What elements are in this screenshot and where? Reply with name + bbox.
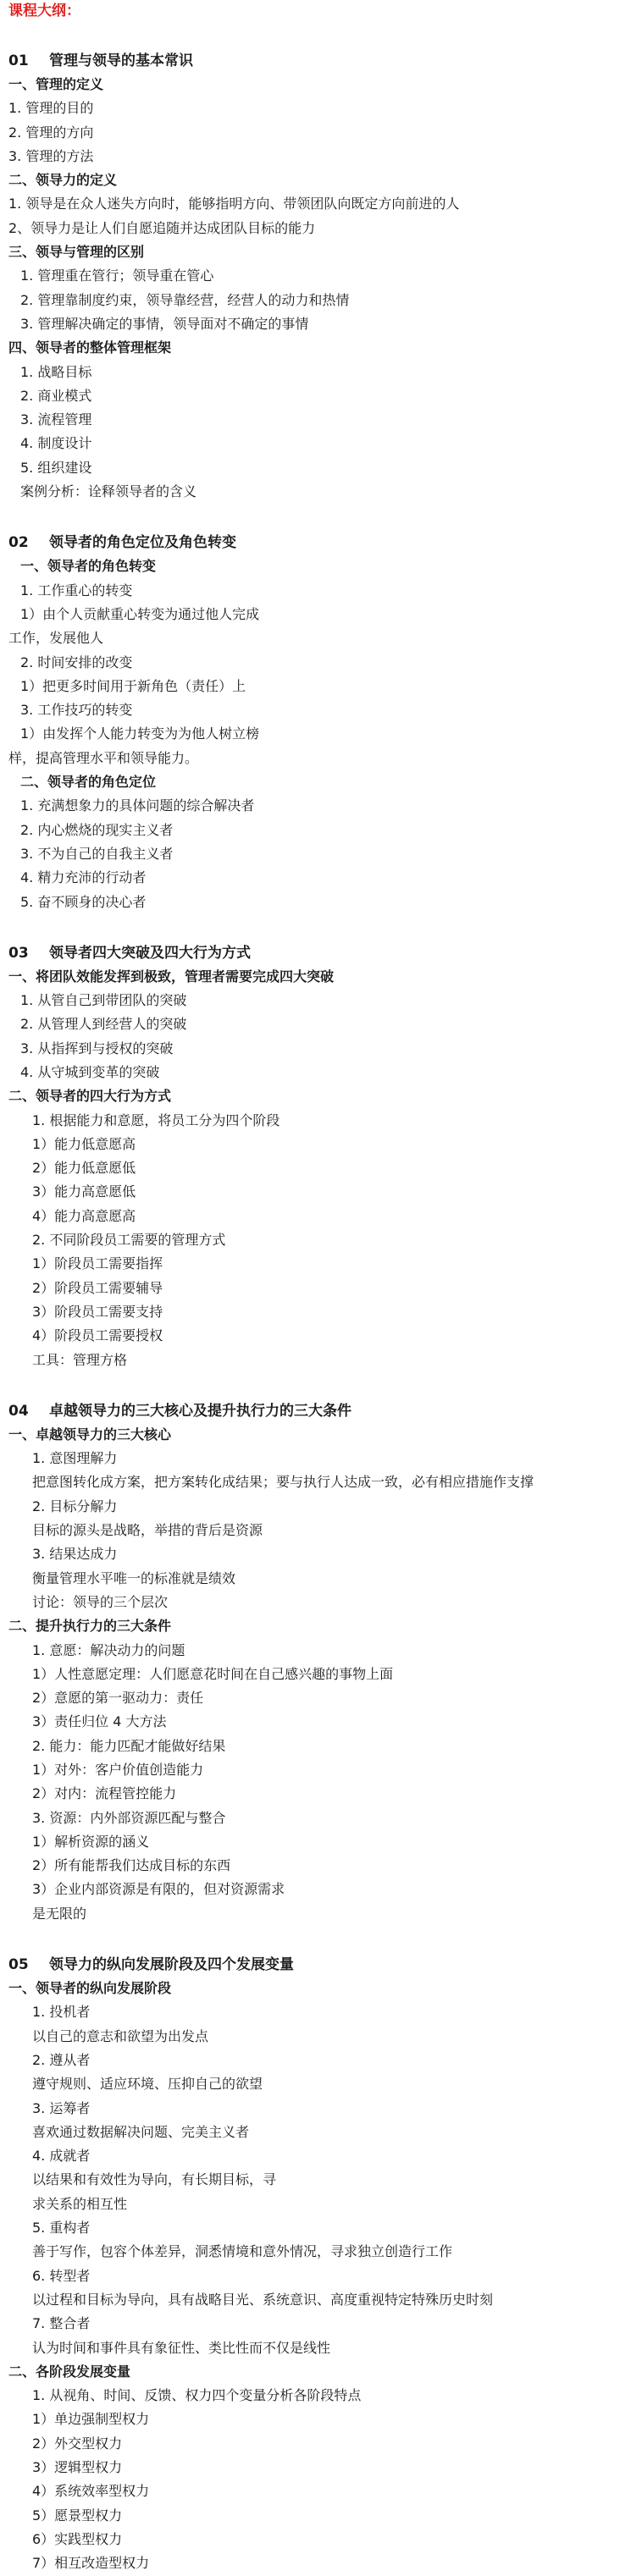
outline-item: 2. 管理靠制度约束，领导靠经营，经营人的动力和热情 <box>20 291 350 308</box>
outline-item: 2. 内心燃烧的现实主义者 <box>20 821 174 838</box>
subsection-heading: 二、各阶段发展变量 <box>8 2363 131 2380</box>
outline-item: 1. 根据能力和意愿，将员工分为四个阶段 <box>32 1111 280 1128</box>
outline-item: 1）由发挥个人能力转变为为他人树立榜 <box>20 725 260 742</box>
outline-item: 工具：管理方格 <box>32 1351 128 1368</box>
outline-item: 3. 资源：内外部资源匹配与整合 <box>32 1809 226 1826</box>
outline-item: 2）能力低意愿低 <box>32 1160 136 1177</box>
outline-item: 2）阶段员工需要辅导 <box>32 1279 163 1296</box>
subsection-heading: 二、提升执行力的三大条件 <box>8 1618 172 1635</box>
section-title: 管理与领导的基本常识 <box>49 52 193 69</box>
outline-item: 1. 充满想象力的具体问题的综合解决者 <box>20 797 255 814</box>
outline-item: 1. 管理的目的 <box>8 100 94 117</box>
outline-item: 目标的源头是战略，举措的背后是资源 <box>32 1522 263 1539</box>
outline-item: 1. 意图理解力 <box>32 1450 118 1467</box>
outline-item: 认为时间和事件具有象征性、类比性而不仅是线性 <box>32 2339 331 2356</box>
outline-item: 3. 管理的方法 <box>8 147 94 164</box>
outline-item: 3. 工作技巧的转变 <box>20 702 133 719</box>
outline-item: 4. 制度设计 <box>20 435 92 452</box>
outline-item: 2、领导力是让人们自愿追随并达成团队目标的能力 <box>8 219 316 236</box>
outline-item: 2. 商业模式 <box>20 387 92 404</box>
outline-item: 5）愿景型权力 <box>32 2507 123 2524</box>
outline-item: 2. 遵从者 <box>32 2051 91 2068</box>
outline-item: 3）能力高意愿低 <box>32 1183 136 1200</box>
outline-item: 4. 成就者 <box>32 2148 91 2165</box>
outline-item: 1）对外：客户价值创造能力 <box>32 1762 204 1778</box>
section-title: 领导力的纵向发展阶段及四个发展变量 <box>49 1956 294 1974</box>
outline-item: 3）逻辑型权力 <box>32 2459 123 2476</box>
subsection-heading: 一、将团队效能发挥到极致，管理者需要完成四大突破 <box>8 968 335 985</box>
outline-section <box>8 1399 623 1926</box>
subsection-heading: 三、领导与管理的区别 <box>8 244 145 261</box>
subsection-heading: 一、管理的定义 <box>8 76 104 92</box>
outline-item: 1）单边强制型权力 <box>32 2411 150 2428</box>
outline-item: 求关系的相互性 <box>32 2195 128 2212</box>
outline-item: 喜欢通过数据解决问题、完美主义者 <box>32 2123 250 2140</box>
section-heading <box>8 1399 623 1423</box>
outline-section <box>8 49 623 504</box>
outline-item: 工作，发展他人 <box>8 630 104 647</box>
outline-section <box>8 941 623 1372</box>
outline-item: 2. 时间安排的改变 <box>20 654 133 670</box>
outline-item: 善于写作，包容个体差异，洞悉情境和意外情况，寻求独立创造行工作 <box>32 2243 453 2260</box>
outline-item: 1. 领导是在众人迷失方向时，能够指明方向、带领团队向既定方向前进的人 <box>8 196 460 212</box>
outline-item: 3. 运筹者 <box>32 2099 91 2116</box>
section-number: 02 <box>8 534 29 552</box>
outline-item: 2）意愿的第一驱动力：责任 <box>32 1690 204 1707</box>
subsection-heading: 一、卓越领导力的三大核心 <box>8 1426 172 1442</box>
outline-item: 6. 转型者 <box>32 2267 91 2284</box>
outline-item: 3. 管理解决确定的事情，领导面对不确定的事情 <box>20 315 309 332</box>
outline-item: 1. 投机者 <box>32 2004 91 2021</box>
outline-item: 1. 管理重在管行；领导重在管心 <box>20 268 214 284</box>
section-number: 03 <box>8 944 29 962</box>
subsection-heading: 一、领导者的纵向发展阶段 <box>8 1980 172 1997</box>
outline-item: 3）阶段员工需要支持 <box>32 1303 163 1320</box>
outline-item: 1）能力低意愿高 <box>32 1135 136 1152</box>
subsection-heading: 二、领导力的定义 <box>8 172 118 189</box>
outline-item: 4）阶段员工需要授权 <box>32 1327 163 1344</box>
outline-item: 3. 流程管理 <box>20 411 92 428</box>
outline-item: 以自己的意志和欲望为出发点 <box>32 2027 209 2044</box>
outline-item: 3. 从指挥到与授权的突破 <box>20 1040 174 1056</box>
outline-item: 3）企业内部资源是有限的，但对资源需求 <box>32 1881 285 1898</box>
outline-item: 7）相互改造型权力 <box>32 2555 150 2572</box>
outline-item: 4）能力高意愿高 <box>32 1207 136 1224</box>
outline-item: 2. 目标分解力 <box>32 1498 118 1514</box>
section-heading <box>8 531 623 554</box>
outline-item: 5. 重构者 <box>32 2220 91 2237</box>
outline-section <box>8 531 623 913</box>
outline-item: 把意图转化成方案，把方案转化成结果；要与执行人达成一致，必有相应措施作支撑 <box>32 1474 534 1491</box>
section-number: 05 <box>8 1956 29 1974</box>
outline-item: 1. 从视角、时间、反馈、权力四个变量分析各阶段特点 <box>32 2387 362 2404</box>
section-number: 01 <box>8 52 29 69</box>
outline-item: 5. 组织建设 <box>20 459 92 476</box>
outline-item: 1）人性意愿定理：人们愿意花时间在自己感兴趣的事物上面 <box>32 1665 394 1682</box>
section-number: 04 <box>8 1402 29 1420</box>
outline-item: 7. 整合者 <box>32 2315 91 2332</box>
outline-item: 是无限的 <box>32 1905 87 1922</box>
outline-item: 以结果和有效性为导向，有长期目标，寻 <box>32 2171 277 2188</box>
outline-item: 3. 不为自己的自我主义者 <box>20 845 174 862</box>
course-outline-document <box>0 2 623 2576</box>
outline-item: 1）由个人贡献重心转变为通过他人完成 <box>20 605 260 622</box>
outline-item: 5. 奋不顾身的决心者 <box>20 893 147 910</box>
outline-item: 2. 不同阶段员工需要的管理方式 <box>32 1232 226 1249</box>
outline-sections <box>8 49 623 2576</box>
outline-item: 1. 意愿：解决动力的问题 <box>32 1641 185 1658</box>
subsection-heading: 二、领导者的角色定位 <box>20 774 157 791</box>
section-heading <box>8 1953 623 1977</box>
outline-item: 4）系统效率型权力 <box>32 2483 150 2500</box>
outline-item: 3）责任归位 4 大方法 <box>32 1713 167 1730</box>
outline-item: 4. 从守城到变革的突破 <box>20 1063 160 1080</box>
outline-item: 1）把更多时间用于新角色（责任）上 <box>20 677 246 694</box>
outline-item: 2）外交型权力 <box>32 2435 123 2452</box>
outline-item: 1. 战略目标 <box>20 363 92 380</box>
subsection-heading: 四、领导者的整体管理框架 <box>8 339 172 356</box>
section-title: 领导者四大突破及四大行为方式 <box>49 944 251 962</box>
outline-title: 课程大纲： <box>8 3 80 19</box>
section-heading <box>8 49 623 73</box>
outline-item: 3. 结果达成力 <box>32 1546 118 1563</box>
outline-item: 1. 工作重心的转变 <box>20 582 133 598</box>
section-heading <box>8 941 623 965</box>
outline-item: 以过程和目标为导向，具有战略目光、系统意识、高度重视特定特殊历史时刻 <box>32 2291 494 2308</box>
subsection-heading: 二、领导者的四大行为方式 <box>8 1088 172 1105</box>
outline-item: 遵守规则、适应环境、压抑自己的欲望 <box>32 2076 263 2093</box>
outline-item: 1）解析资源的涵义 <box>32 1833 150 1850</box>
subsection-heading: 一、领导者的角色转变 <box>20 558 157 575</box>
outline-item: 案例分析：诠释领导者的含义 <box>20 483 197 500</box>
outline-item: 6）实践型权力 <box>32 2530 123 2547</box>
section-title: 卓越领导力的三大核心及提升执行力的三大条件 <box>49 1402 351 1420</box>
outline-item: 2）对内：流程管控能力 <box>32 1785 177 1802</box>
outline-item: 样，提高管理水平和领导能力。 <box>8 749 199 766</box>
outline-item: 4. 精力充沛的行动者 <box>20 869 147 886</box>
outline-item: 1）阶段员工需要指挥 <box>32 1255 163 1272</box>
outline-item: 2. 能力：能力匹配才能做好结果 <box>32 1737 226 1754</box>
outline-item: 2）所有能帮我们达成目标的东西 <box>32 1857 231 1874</box>
outline-item: 衡量管理水平唯一的标准就是绩效 <box>32 1569 236 1586</box>
outline-item: 讨论：领导的三个层次 <box>32 1593 169 1610</box>
section-title: 领导者的角色定位及角色转变 <box>49 534 236 552</box>
outline-section <box>8 1953 623 2575</box>
outline-item: 1. 从管自己到带团队的突破 <box>20 992 187 1009</box>
outline-item: 2. 从管理人到经营人的突破 <box>20 1016 187 1033</box>
outline-item: 2. 管理的方向 <box>8 124 94 141</box>
